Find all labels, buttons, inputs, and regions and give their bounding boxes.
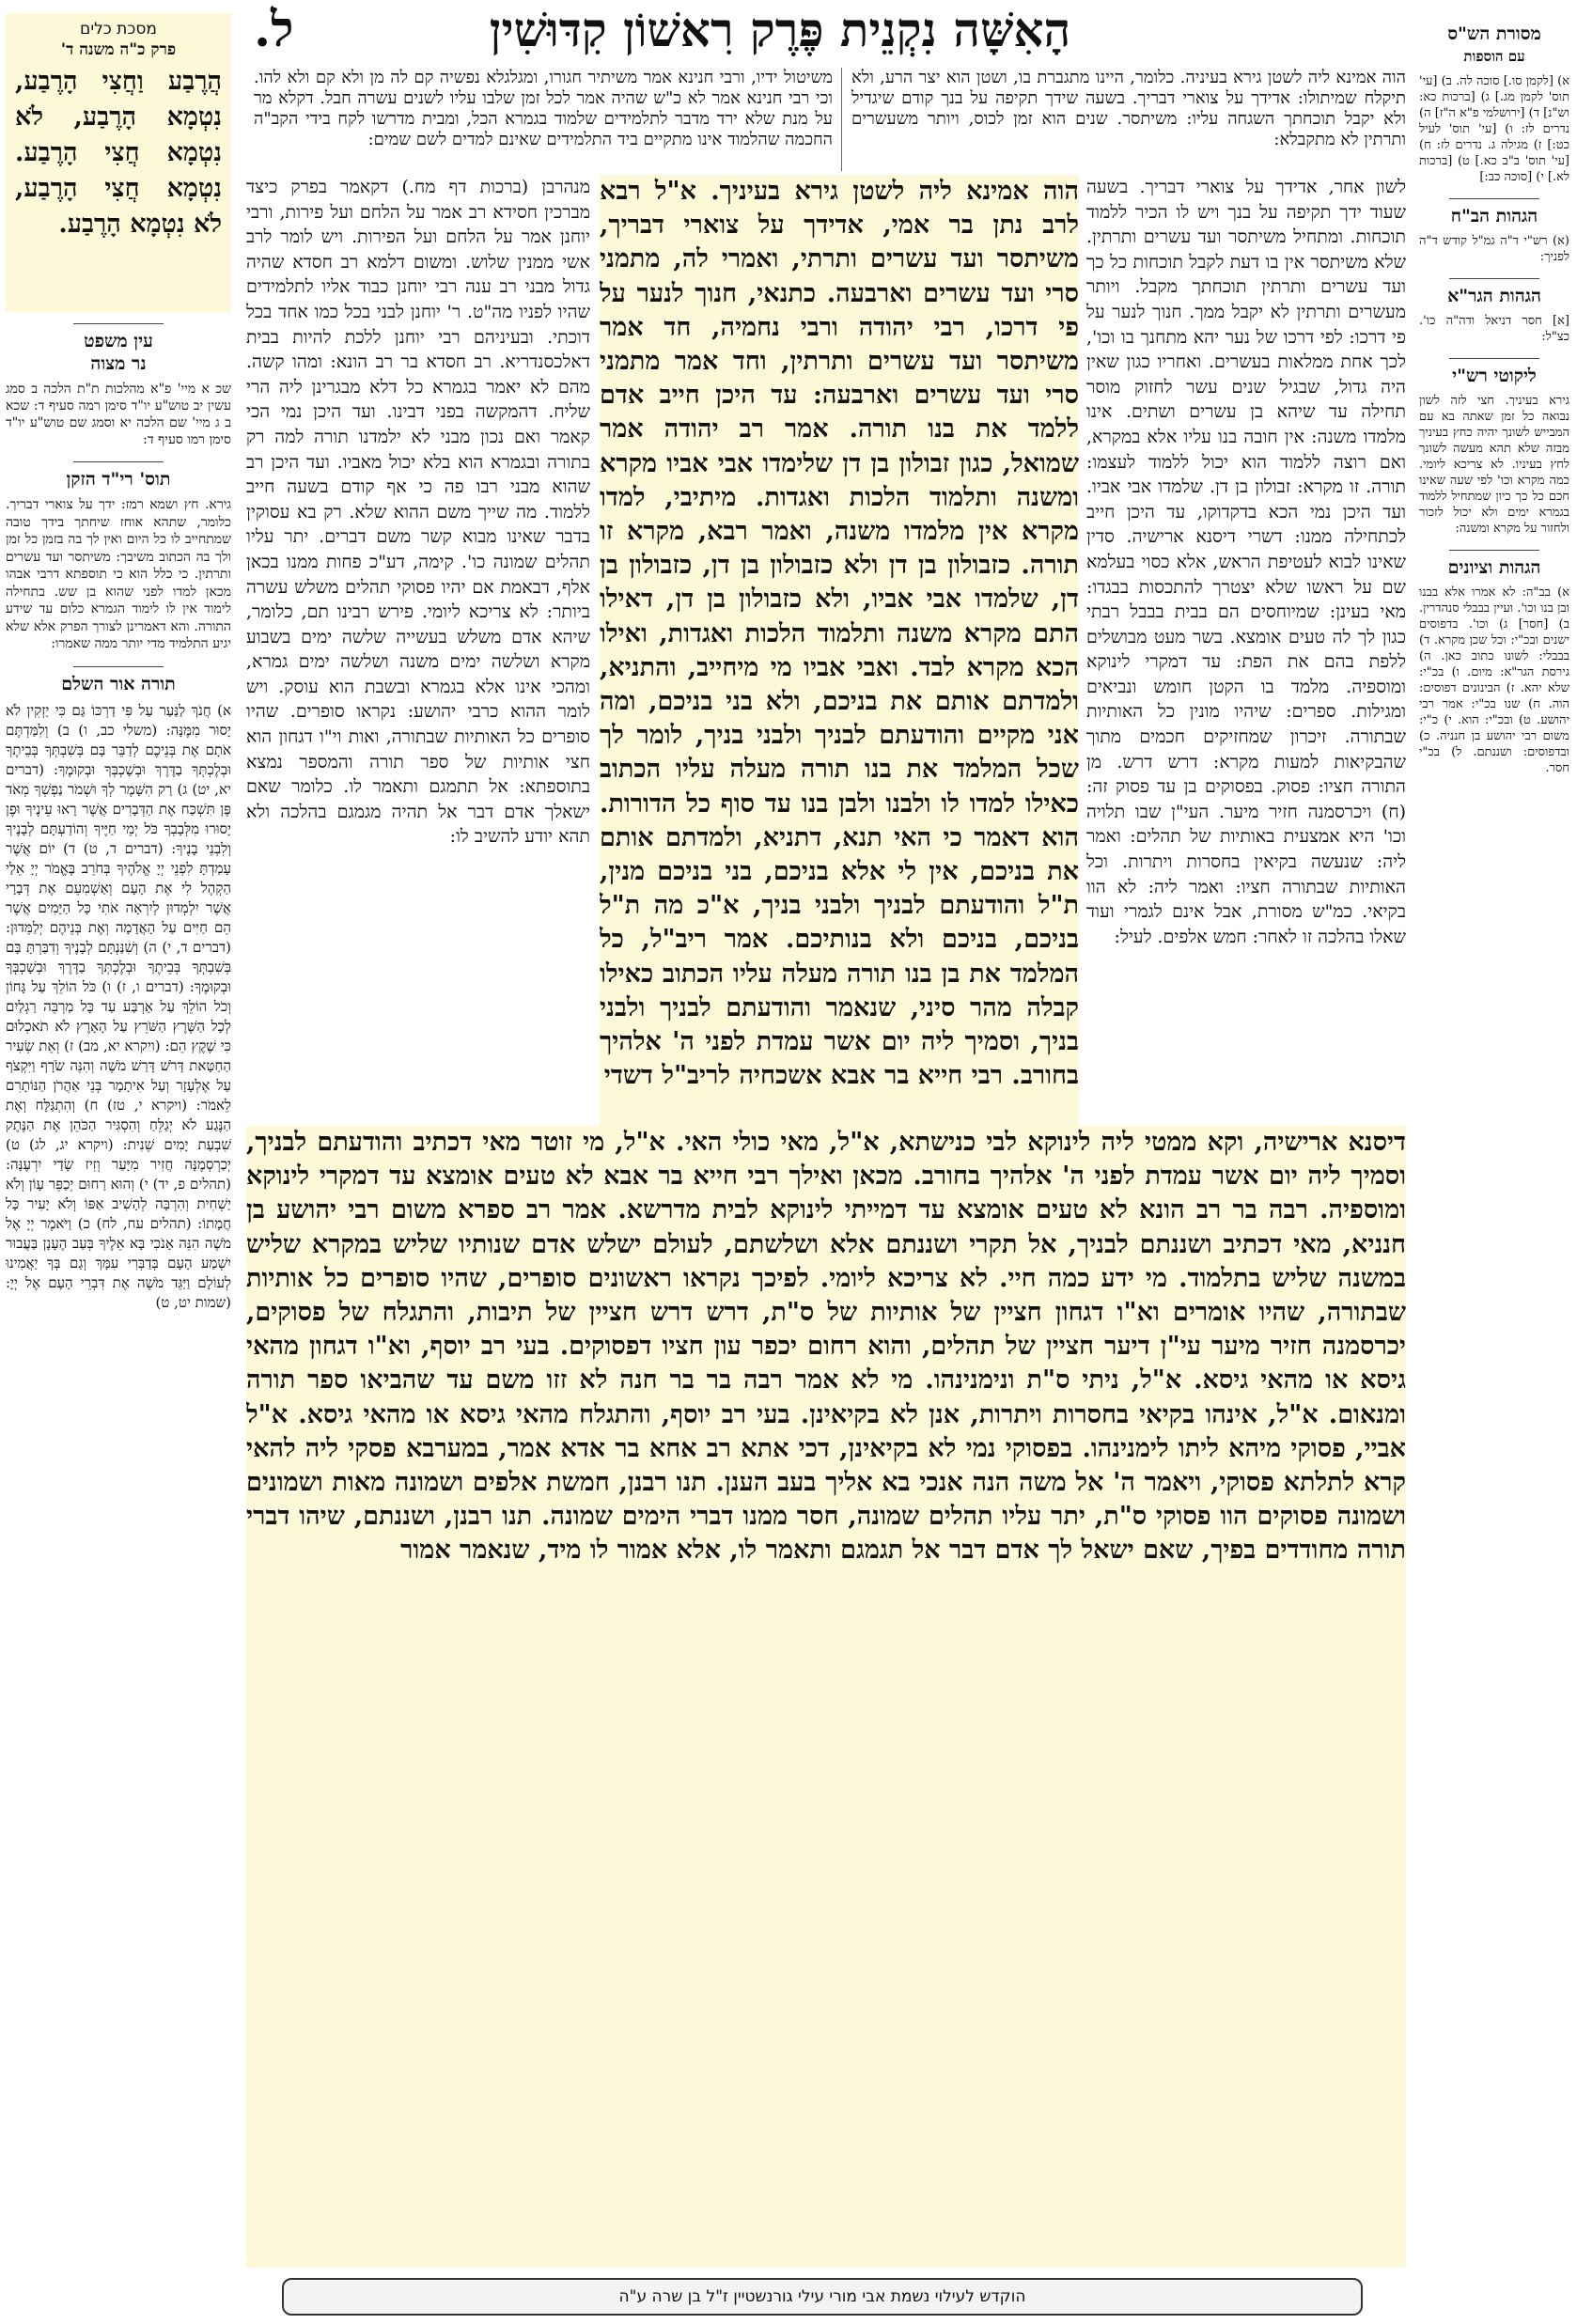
left-margin-column bbox=[6, 320, 231, 1851]
divider bbox=[1449, 198, 1539, 199]
chapter-title: הָאִשָּׁה נִקְנֵית פֶּרֶק רִאשׁוֹן קִדּוּשִׁין bbox=[489, 2, 1071, 57]
masoret-subtitle: עם הוספות bbox=[1463, 48, 1525, 65]
hagahot-tziyunim-text: א) בב"ה: לא אמרו אלא בבנו ובן בנו וכו'. ועיין בבבלי סנהדרין. ב) [חסר] ג) וכו'. בדפוסים ישנים ובכ"י: וכל שכן מקרא. ד) בבבלי: לשונו כתוב כאן. ה) גירסת הגר"א: מיום. ו) בכ"י: שלא יהא. ז) הבינונים דפוסים: הוה. ח) שנו בכ"י: אמר רבי יהושע. ט) ובכ"י: הוא. י) כ"י: משום רבי יהושע בן חנניה. כ) ובדפוסים: ושננתם. ל) בכ"י חסר. bbox=[1419, 585, 1569, 775]
ein-mishpat-title: עין משפט bbox=[84, 331, 153, 351]
column-divider bbox=[841, 68, 842, 171]
hagahot-bach-text: (א) רש"י ד"ה גמ"ל קודש ד"ה לפניך: bbox=[1419, 234, 1569, 264]
torah-or-text: א) חֲנֹךְ לַנַּעַר עַל פִּי דַרְכּוֹ גַּם כִּי יַזְקִין לֹא יָסוּר מִמֶּנָּה: (משלי כב, ו) ב) וְלִמַּדְתֶּם אֹתָם אֶת בְּנֵיכֶם לְדַבֵּר בָּם בְּשִׁבְתְּךָ בְּבֵיתֶךָ וּבְלֶכְתְּךָ בַדֶּרֶךְ וּבְשָׁכְבְּךָ וּבְקוּמֶךָ: (דברים יא, יט) ג) רַק הִשָּׁמֶר לְךָ וּשְׁמֹר נַפְשְׁךָ מְאֹד פֶּן תִּשְׁכַּח אֶת הַדְּבָרִים אֲשֶׁר רָאוּ עֵינֶיךָ וּפֶן יָסוּרוּ מִלְּבָבְךָ כֹּל יְמֵי חַיֶּיךָ וְהוֹדַעְתָּם לְבָנֶיךָ וְלִבְנֵי בָנֶיךָ: (דברים ד, ט) ד) יוֹם אֲשֶׁר עָמַדְתָּ לִפְנֵי יְיָ אֱלֹהֶיךָ בְּחֹרֵב בֶּאֱמֹר יְיָ אֵלַי הַקְהֶל לִי אֶת הָעָם וְאַשְׁמִעֵם אֶת דְּבָרָי אֲשֶׁר יִלְמְדוּן לְיִרְאָה אֹתִי כָּל הַיָּמִים אֲשֶׁר הֵם חַיִּים עַל הָאֲדָמָה וְאֶת בְּנֵיהֶם יְלַמֵּדוּן: (דברים ד, י) ה) וְשִׁנַּנְתָּם לְבָנֶיךָ וְדִבַּרְתָּ בָּם בְּשִׁבְתְּךָ בְּבֵיתֶךָ וּבְלֶכְתְּךָ בַדֶּרֶךְ וּבְשָׁכְבְּךָ וּבְקוּמֶךָ: (דברים ו, ז) ו) כֹּל הוֹלֵךְ עַל גָּחוֹן וְכֹל הוֹלֵךְ עַל אַרְבַּע עַד כָּל מַרְבֵּה רַגְלַיִם לְכָל הַשֶּׁרֶץ הַשֹּׁרֵץ עַל הָאָרֶץ לֹא תֹאכְלוּם כִּי שֶׁקֶץ הֵם: (ויקרא יא, מב) ז) וְאֵת שְׂעִיר הַחַטָּאת דָּרֹשׁ דָּרַשׁ מֹשֶׁה וְהִנֵּה שֹׂרָף וַיִּקְצֹף עַל אֶלְעָזָר וְעַל אִיתָמָר בְּנֵי אַהֲרֹן הַנּוֹתָרִם לֵאמֹר: (ויקרא י, טז) ח) וְהִתְגַּלָּח וְאֶת הַנֶּגַע לֹא יְגַלֵּחַ וְהִסְגִּיר הַכֹּהֵן אֶת הַנֶּתֶק שִׁבְעַת יָמִים שֵׁנִית: (ויקרא יג, לג) ט) יְכַרְסְמֶנָּה חֲזִיר מִיָּעַר וְזִיז שָׂדַי יִרְעֶנָּה: (תהלים פ, יד) י) וְהוּא רַחוּם יְכַפֵּר עָוֹן וְלֹא יַשְׁחִית וְהִרְבָּה לְהָשִׁיב אַפּוֹ וְלֹא יָעִיר כָּל חֲמָתוֹ: (תהלים עח, לח) כ) וַיֹּאמֶר יְיָ אֶל מֹשֶׁה הִנֵּה אָנֹכִי בָּא אֵלֶיךָ בְּעַב הֶעָנָן בַּעֲבוּר יִשְׁמַע הָעָם בְּדַבְּרִי עִמָּךְ וְגַם בְּךָ יַאֲמִינוּ לְעוֹלָם וַיַּגֵּד מֹשֶׁה אֶת דִּבְרֵי הָעָם אֶל יְיָ: (שמות יט, ט) bbox=[6, 701, 231, 1311]
torah-or-title: תורה אור השלם bbox=[61, 673, 176, 694]
mishnah-title: מסכת כלים bbox=[80, 20, 157, 39]
divider bbox=[1449, 278, 1539, 279]
hagahot-bach-section bbox=[1419, 205, 1569, 265]
tos-rid-section bbox=[6, 468, 231, 653]
mishnah-kelim-box bbox=[6, 13, 231, 312]
masoret-title: מסורת הש"ס bbox=[1447, 23, 1541, 44]
torah-or-section bbox=[6, 673, 231, 1313]
likutei-rashash-section bbox=[1419, 365, 1569, 537]
ein-mishpat-subtitle: נר מצוה bbox=[90, 353, 147, 374]
divider bbox=[73, 323, 164, 324]
hagahot-gra-title: הגהות הגר"א bbox=[1447, 286, 1541, 306]
tosafot-commentary: מנהרבן (ברכות דף מח.) דקאמר בפרק כיצד מברכין חסידא רב אמר על הלחם ועל פירות, ורבי יוחנן אמר על הלחם ועל הפירות. ויש לומר לרב אשי ממנין שלוש. ומשום דלמא רב חסדא שהיה גדול מבני רב ענה רבי יוחנן כבוד אליו לתלמידים שהיו לפניו מה"ט. ר' יוחנן לבני בכל כמו אחד בכל דוכתי. ובעיניהם רבי יוחנן ללכת להיות בבית דאלכסנדריא. רב חסדא בר רב הונא: ומהו קשה. מהם לא יאמר בגמרא כל דלא מבגרינן ליה הרי שליח. דהמקשה בפני דבינו. ועד היכן נמי הכי קאמר ואם נכון מבני לא ילמדנו תורה למה רק בתורה ובגמרא הוא בלא יכול מאביו. ועד היכן רב שהוא מבני רבו פה כי אף קודם בשעה חייב ללמוד. מה שייך משם ההוא שלא. רק בא עסוקין בדבר שאינו מבוא קשר משם דברים. יתר עליו תהלים שמונה כו'. קימה, דע"כ פחות ממנו בכאן אלף, דבאמת אם יהיו פסוקי תהלים משלש עשרה ביותר: לא צריכא ליומי. פירש רבינו תם, כלומר, שיהא אדם משלש בעשייה שלשה ימים בשבוע מקרא ושלשה ימים משנה ושלשה ימים גמרא, ומהכי אינו אלא בגמרא ובשבת הוא עוסק. ויש לומר ההוא כרבי יהושע: נקראו סופרים. שהיו סופרים כל האותיות שבתורה, ואות וי"ו דגחון הוא חצי אותיות של ספר תורה והמספר נמצא בתוספתא: אל תתמגם ותאמר לו. כלומר שאם ישאלך אדם דבר אל תהיה מגמגם בהלכה ולא תהא יודע להשיב לו: bbox=[246, 177, 590, 848]
divider bbox=[1449, 358, 1539, 359]
gemara-text-continued: דיסנא ארישיה, וקא ממטי ליה לינוקא לבי כנישתא, א"ל, מאי כולי האי. א"ל, מי זוטר מאי דכתיב והודעתם לבניך, וסמיך ליה יום אשר עמדת לפני ה' אלהיך בחורב. מכאן ואילך רבי חייא בר אבא לא טעים אומצא עד דמקרי לינוקא ומוספיה. רבה בר רב הונא לא טעים אומצא עד דמייתי לינוקא לבית מדרשא. אמר רב ספרא משום רבי יהושע בן חנניא, מאי דכתיב ושננתם לבניך, אל תקרי ושננתם אלא ושלשתם, לעולם ישלש אדם שנותיו שליש במקרא שליש במשנה שליש בתלמוד. מי ידע כמה חיי. לא צריכא ליומי. לפיכך נקראו ראשונים סופרים, שהיו סופרים כל אותיות שבתורה, שהיו אומרים וא"ו דגחון חציין של אותיות של ס"ת, דרש דרש חציין של תיבות, והתגלח של פסוקים, יכרסמנה חזיר מיער עי"ן דיער חציין של תהלים, והוא רחום יכפר עון חציו דפסוקים. בעי רב יוסף, וא"ו דגחון מהאי גיסא או מהאי גיסא. א"ל, ניתי ס"ת ונימנינהו. מי לא אמר רבה בר בר חנה לא זזו משם עד שהביאו ספר תורה ומנאום. א"ל, אינהו בקיאי בחסרות ויתרות, אנן לא בקיאינן. בעי רב יוסף, והתגלח מהאי גיסא או מהאי גיסא. א"ל אביי, פסוקי מיהא ליתו לימנינהו. בפסוקי נמי לא בקיאינן, דכי אתא רב אחא בר אדא אמר, במערבא פסקי ליה להאי קרא לתלתא פסוקי, ויאמר ה' אל משה הנה אנכי בא אליך בעב הענן. תנו רבנן, חמשת אלפים ושמונה מאות ושמונים ושמונה פסוקים הוו פסוקי ס"ת, יתר עליו תהלים שמונה, חסר ממנו דברי הימים שמונה. תנו רבנן, ושננתם, שיהו דברי תורה מחודדים בפיך, שאם ישאל לך אדם דבר אל תגמגם ותאמר לו, אלא אמור לו מיד, שנאמר אמור bbox=[246, 1128, 1406, 1566]
gemara-main-text-upper bbox=[600, 175, 1079, 1126]
daf-number: ל. bbox=[254, 1, 294, 58]
rashi-commentary: לשון אחר, אדידך על צוארי דבריך. בשעה שעוד ידך תקיפה על בנך ויש לו הכיר ללמוד תוכחות. ומתחיל משיתסר ועד עשרים ותרתין. שלא משיתסר אין בו דעת לקבל תוכחות כל כך ועד עשרים ותרתין תוכחתך מקבל. ויותר מעשרים ותרתין לא יקבל ממך. חנוך לנער על פי דרכו: לפי דרכו של נער יהא מתחנך בו וכו', לכך אחת ממלאות בעשרים. ואחריו כגון שאין היה גדול, שבגיל שנים עשר לחזוק מוסר תחילה עד שיהא בן עשרים ושתים. אינו מלמדו משנה: אין חובה בנו עליו אלא במקרא, ואם רוצה ללמוד הוא יכול ללמוד לעצמו: תורה. זו מקרא: זבולון בן דן. שלמדו אבי אביו. ועד היכן נמי הכא בדקדוקו, עד היכן חייב לכתחילה ממנו: דשרי דיסנא ארישיה. סדין שאינו לבוא לעטיפת הראש, אלא כסוי בעלמא שם על ראשו שלא יצטרך להתכסות בבגדו: מאי בעינן: שמיוחסים הם בבית בבבל רבתי כגון לך לה טעים אומצא. בשר מעט מבושלים ללפת בהם את הפת: עד דמקרי לינוקא ומוספיה. מלמד בו הקטן חומש ונביאים ומגילות. ספרים: שיהיו מונין כל האותיות שבתורה. זיכרון שמחזיקים חכמים מתוך שהבקיאות למעות מקרא: דרש דרש. מן התורה חציו: פסוק. בפסוקים בן עד פסוק זה: (ח) ויכרסמנה חזיר מיער. העי"ן שבו תלויה וכו' היא אמצעית באותיות של תהלים: ואמר ליה: שנעשה בקיאין בחסרות ויתרות. וכל האותיות שבתורה חציו: ואמר ליה: לא הוו בקיאי. כמ"ש מסורת, אבל אינם לגמרי ועוד שאלו בהלכה זו לאחר: חמש אלפים. לעיל: bbox=[1086, 177, 1406, 947]
likutei-rashash-title: ליקוטי רש"י bbox=[1452, 366, 1537, 386]
hagahot-gra-text: [א] חסר דניאל ודה"ה כו'. כצ"ל: bbox=[1419, 314, 1569, 344]
mishnah-subtitle: פרק כ"ה משנה ד' bbox=[60, 40, 177, 59]
ein-mishpat-text: שכ א מיי' פ"א מהלכות ת"ת הלכה ב סמג עשין יב טוש"ע יו"ד סימן רמה סעיף ד: שכא ב ג מיי' שם הלכה יא וסמג שם טוש"ע יו"ד סימן רמו סעיף ד: bbox=[6, 382, 231, 447]
hagahot-tziyunim-section bbox=[1419, 556, 1569, 776]
dedication-footer: הוקדש לעילוי נשמת אבי מורי עילי גורנשטיין ז"ל בן שרה ע"ה bbox=[282, 2278, 1363, 2316]
ein-mishpat-section bbox=[6, 330, 231, 448]
hagahot-bach-title: הגהות הב"ח bbox=[1450, 206, 1538, 226]
hagahot-tziyunim-title: הגהות וציונים bbox=[1447, 557, 1541, 578]
masoret-text: א) [לקמן סו.] סוכה לה. ב) [עי' תוס' לקמן מג.] ג) [ברכות כא: וש"נ] ד) [ירושלמי פ"א ה"ז] ה) נדרים לז: ו) [עי' תוס' לעיל כט:] ז) מגילה ג. נדרים לז: ח) [עי' תוס' ב"ב כא.] ט) [ברכות לא.] י) [סוכה כב:] bbox=[1419, 74, 1569, 184]
gemara-text: הוה אמינא ליה לשטן גירא בעיניך. א"ל רבא לרב נתן בר אמי, אדידך על צוארי דבריך, משיתסר ועד עשרים ותרתי, ואמרי לה, מתמני סרי ועד עשרים וארבעה. כתנאי, חנוך לנער על פי דרכו, רבי יהודה ורבי נחמיה, חד אמר משיתסר ועד עשרים ותרתין, וחד אמר מתמני סרי ועד עשרים וארבעה: עד היכן חייב אדם ללמד את בנו תורה. אמר רב יהודה אמר שמואל, כגון זבולון בן דן שלימדו אבי אביו מקרא ומשנה ותלמוד הלכות ואגדות. מיתיבי, למדו מקרא אין מלמדו משנה, ואמר רבא, מקרא זו תורה. כזבולון בן דן ולא כזבולון בן דן, כזבולון בן דן, שלמדו אבי אביו, ולא כזבולון בן דן, דאילו התם מקרא משנה ותלמוד הלכות ואגדות, ואילו הכא מקרא לבד. ואבי אביו מי מיחייב, והתניא, ולמדתם אותם את בניכם, ולא בני בניכם, ומה אני מקיים והודעתם לבניך ולבני בניך, לומר לך שכל המלמד את בנו תורה מעלה עליו הכתוב כאילו למדו לו ולבנו ולבן בנו עד סוף כל הדורות. הוא דאמר כי האי תנא, דתניא, ולמדתם אותם את בניכם, אין לי אלא בניכם, בני בניכם מנין, ת"ל והודעתם לבניך ולבני בניך, א"כ מה ת"ל בניכם, בניכם ולא בנותיכם. אמר ריב"ל, כל המלמד את בן בנו תורה מעלה עליו הכתוב כאילו קבלה מהר סיני, שנאמר והודעתם לבניך ולבני בניך, וסמיך ליה יום אשר עמדת לפני ה' אלהיך בחורב. רבי חייא בר אבא אשכחיה לריב"ל דשדי bbox=[600, 177, 1079, 1091]
tos-rid-title: תוס' רי"ד הזקן bbox=[66, 469, 171, 490]
divider bbox=[1449, 550, 1539, 551]
divider bbox=[73, 461, 164, 462]
likutei-rashash-text: גירא בעיניך. חצי לזה לשון נבואה כל זמן שאתה בא עם המבייש לשונך יהיה כחץ בעיניך מבזה שלא תהא מעשה לשונך לחץ בעיניו. לא צריכא ליומי. כמה מקרא וכו' לפי שעה שאינו חכם כל כך כיון שמתחיל ללמוד בגמרא ימים ולא יכול לזכור ולחזור על מקרא ומשנה: bbox=[1419, 394, 1569, 536]
tos-rid-text: גירא. חץ ושמא רמז: ידך על צוארי דבריך. כלומר, שתהא אוחז שיחתך בידך טובה שמתחייב לו כל היום ואין לך בה בזמן כל זמן ולך בה הכתוב משיבך: משיתסר ועד עשרים ותרתין. כי כלל הוא כי תוספתא דרבי אבהו מכאן למדו לפני שהוא בן שש. בתחילה לימוד אין לו לימוד הגמרא כלום עד שידע התורה. והא דאמרינן לצורך הפרק אלא שלא יגיע התלמיד מדי יותר ממה שאמרו: bbox=[6, 497, 231, 651]
top-commentary-right: הוה אמינא ליה לשטן גירא בעיניה. כלומר, היינו מתגברת בו, ושטן הוא יצר הרע, ולא תיקלח שמיתולו: אדידך על צוארי דבריך. בשעה שידך תקיפה על בנך קודם שיגדיל ולא יקבל תוכחתך השגחה עליו: משיתסר. שנים הוא זמן לכוס, ויותר משעשרים ותרתין לא מתקבלא: bbox=[851, 68, 1406, 149]
gemara-main-text-lower bbox=[246, 1126, 1406, 2268]
mishnah-text: הֲרֶבַע וַחֲצִי הָרֶבַע, נִטְמָא הָרֶבַע, לֹא נִטְמָא חֲצִי הָרֶבַע. נִטְמָא חֲצִי הָרֶבַע, לֹא נִטְמָא הָרֶבַע. bbox=[15, 67, 222, 239]
top-commentary-left: משיטול ידיו, ורבי חנינא אמר משיתיר חגורו, ומגלגלא נפשיה קם לה מן ולא קם ולא להו. וכי רבי חנינא אמר לא כ"ש שהיה אמר לכל זמן שלבו עליו לשנים עשרה חבל. דקלא מר על מנת שלא ירד מדבר לתלמידים שלמוד בגמרא הכל, ומבית מדרשו לקח בידי הקב"ה החכמה שהלמוד אינו מתקיים ביד התלמידים שאינם למדים לשם שמים: bbox=[254, 68, 833, 149]
hagahot-gra-section bbox=[1419, 285, 1569, 345]
divider bbox=[73, 666, 164, 667]
masoret-section bbox=[1419, 23, 1569, 185]
masoret-hashas-column bbox=[1419, 17, 1569, 1361]
